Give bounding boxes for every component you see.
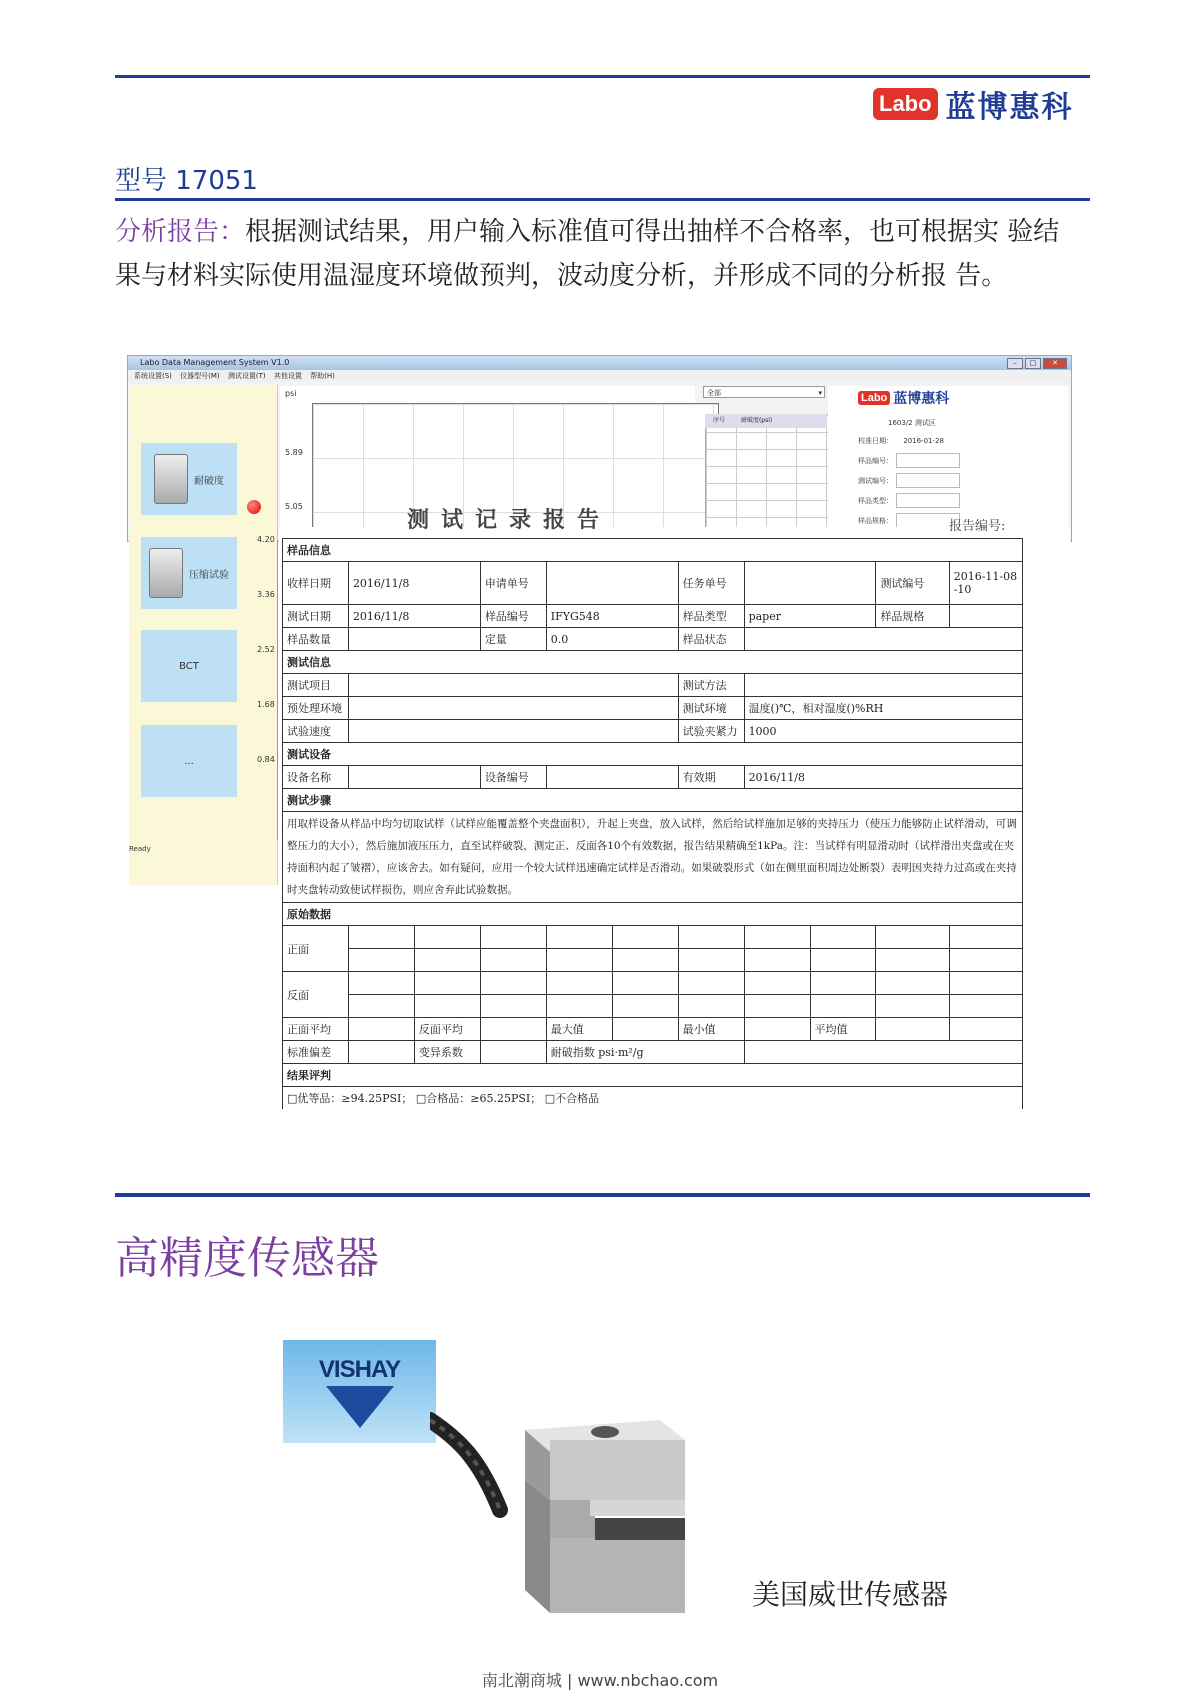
test-env-value: 温度()℃，相对湿度()%RH	[744, 697, 1022, 720]
instrument-sidebar	[129, 385, 278, 885]
filter-dropdown[interactable]	[703, 386, 825, 398]
calib-date	[858, 436, 978, 446]
section-equipment: 测试设备	[283, 743, 1023, 766]
intro-label: 分析报告：	[115, 217, 246, 247]
test-no-input[interactable]	[896, 473, 960, 488]
y-unit: psi	[285, 389, 297, 398]
filter-dropdown-value: 全部	[707, 389, 721, 397]
task-no-value	[744, 562, 876, 605]
menu-bar	[128, 370, 1071, 382]
field-sample-spec: 样品规格：	[858, 517, 893, 525]
menu-system[interactable]: 系统设置(S)	[134, 372, 172, 380]
field-sample-type: 样品类型：	[858, 497, 893, 505]
org-label: 1603/2 测试区	[888, 419, 936, 427]
task-no-label: 任务单号	[678, 562, 744, 605]
software-screenshot	[127, 355, 1070, 1185]
sample-spec-label: 样品规格	[876, 605, 949, 628]
sidebar-bct-button[interactable]	[141, 630, 237, 702]
burst-tester-icon	[154, 454, 188, 504]
section-result: 结果评判	[283, 1064, 1023, 1087]
valid-label: 有效期	[678, 766, 744, 789]
top-rule	[115, 75, 1090, 78]
sidebar-bct-label: BCT	[179, 660, 199, 672]
clamp-value: 1000	[744, 720, 1022, 743]
sample-no-input[interactable]	[896, 453, 960, 468]
equip-no-value	[546, 766, 678, 789]
cv-label: 变异系数	[414, 1041, 480, 1064]
sidebar-burst-label: 耐破度	[194, 475, 224, 487]
menu-instrument[interactable]: 仪器型号(M)	[180, 372, 220, 380]
info-panel	[828, 386, 1068, 541]
menu-help[interactable]: 帮助(H)	[310, 372, 335, 380]
maximize-icon[interactable]: □	[1025, 358, 1041, 369]
back-avg-label: 反面平均	[414, 1018, 480, 1041]
logo-badge: Labo	[873, 88, 938, 120]
sample-state-value	[744, 628, 1022, 651]
vishay-logo	[283, 1340, 436, 1443]
test-item-value	[348, 674, 678, 697]
receive-date-value: 2016/11/8	[348, 562, 480, 605]
y-tick: 5.05	[285, 502, 303, 511]
report-number-label: 报告编号:	[949, 519, 1006, 534]
window-title: Labo Data Management System V1.0	[140, 358, 290, 367]
std-label: 标准偏差	[283, 1041, 349, 1064]
y-axis-line	[277, 540, 278, 840]
panel-logo-badge: Labo	[858, 391, 890, 405]
intro-text: 根据测试结果，用户输入标准值可得出抽样不合格率，也可根据实 验结果与材料实际使用温湿度环境做预判，波动度分析，并形成不同的分析报 告。	[115, 217, 1060, 291]
close-icon[interactable]: ✕	[1043, 358, 1067, 369]
field-sample-no: 样品编号：	[858, 457, 893, 465]
test-method-label: 测试方法	[678, 674, 744, 697]
test-speed-value	[348, 720, 678, 743]
test-method-value	[744, 674, 1022, 697]
y-tick: 1.68	[257, 700, 275, 709]
section-test: 测试信息	[283, 651, 1023, 674]
apply-no-label: 申请单号	[480, 562, 546, 605]
sample-qty-label: 样品数量	[283, 628, 349, 651]
sample-spec-value	[949, 605, 1022, 628]
sidebar-more-button[interactable]	[141, 725, 237, 797]
calib-date-value: 2016-01-28	[903, 437, 944, 445]
section-rule	[115, 1193, 1090, 1197]
header-logo	[873, 84, 1074, 124]
sidebar-compression-button[interactable]	[141, 537, 237, 609]
receive-date-label: 收样日期	[283, 562, 349, 605]
sample-type-input[interactable]	[896, 493, 960, 508]
section2-title: 高精度传感器	[115, 1233, 379, 1284]
chevron-down-icon: ▾	[818, 389, 822, 397]
quant-value: 0.0	[546, 628, 678, 651]
equip-name-value	[348, 766, 480, 789]
sample-state-label: 样品状态	[678, 628, 744, 651]
sidebar-more-label: ...	[184, 755, 194, 767]
test-env-label: 测试环境	[678, 697, 744, 720]
section-raw: 原始数据	[283, 903, 1023, 926]
results-grid-header	[705, 414, 827, 428]
col-burst: 耐破度(psi)	[740, 417, 773, 424]
test-no-value: 2016-11-08-10	[949, 562, 1022, 605]
status-led-icon	[247, 500, 261, 514]
back-label: 反面	[283, 972, 349, 1018]
y-tick: 4.20	[257, 535, 275, 544]
window-titlebar	[128, 356, 1071, 370]
sensor-caption: 美国威世传感器	[752, 1578, 949, 1611]
valid-value: 2016/11/8	[744, 766, 1022, 789]
menu-other[interactable]: 其他设置	[273, 372, 302, 380]
y-tick: 3.36	[257, 590, 275, 599]
sample-no-label: 样品编号	[480, 605, 546, 628]
section-sample: 样品信息	[283, 539, 1023, 562]
sidebar-burst-button[interactable]	[141, 443, 237, 515]
sidebar-compression-label: 压缩试验	[189, 569, 229, 581]
equip-name-label: 设备名称	[283, 766, 349, 789]
pretreat-label: 预处理环境	[283, 697, 349, 720]
intro-paragraph	[115, 210, 1075, 298]
equip-no-label: 设备编号	[480, 766, 546, 789]
load-cell-image	[430, 1400, 710, 1630]
field-test-no: 测试编号：	[858, 477, 893, 485]
apply-no-value	[546, 562, 678, 605]
report-title: 测试记录报告	[407, 507, 612, 533]
sample-no-value: IFYG548	[546, 605, 678, 628]
menu-test-settings[interactable]: 测试设置(T)	[227, 372, 266, 380]
logo-name: 蓝博惠科	[945, 90, 1074, 125]
sample-type-value: paper	[744, 605, 876, 628]
test-date-value: 2016/11/8	[348, 605, 480, 628]
y-tick: 5.89	[285, 448, 303, 457]
min-label: 最小值	[678, 1018, 744, 1041]
minimize-icon[interactable]: –	[1007, 358, 1023, 369]
y-tick: 0.84	[257, 755, 275, 764]
y-tick: 2.52	[257, 645, 275, 654]
model-rule	[115, 198, 1090, 201]
avg-label: 平均值	[810, 1018, 876, 1041]
vishay-logo-text: VISHAY	[318, 1355, 401, 1383]
max-label: 最大值	[546, 1018, 612, 1041]
pretreat-value	[348, 697, 678, 720]
section-steps: 测试步骤	[283, 789, 1023, 812]
test-item-label: 测试项目	[283, 674, 349, 697]
quant-label: 定量	[480, 628, 546, 651]
clamp-label: 试验夹紧力	[678, 720, 744, 743]
steps-text: 用取样设备从样品中均匀切取试样（试样应能覆盖整个夹盘面积），升起上夹盘，放入试样，然后给试样施加足够的夹持压力（使压力能够防止试样滑动，可调整压力的大小），然后施加液压压力，直至试样破裂，测定正、反面各10个有效数据，报告结果精确至1kPa。注：当试样有明显滑动时（试样滑出夹盘或在夹持面积内起了皱褶），应该舍去。如有疑问，应用一个较大试样迅速确定试样是否滑动。如果破裂形式（如在侧里面积周边处断裂）表明因夹持力过高或在夹持时夹盘转动致使试样损伤，则应舍弃此试验数据。	[283, 812, 1023, 903]
test-no-label: 测试编号	[876, 562, 949, 605]
sample-type-label: 样品类型	[678, 605, 744, 628]
result-options: □优等品：≥94.25PSI； □合格品：≥65.25PSI； □不合格品	[283, 1087, 1023, 1110]
panel-logo	[858, 388, 949, 408]
footer: 南北潮商城 | www.nbchao.com	[481, 1671, 719, 1690]
status-bar: Ready	[129, 845, 151, 853]
results-grid[interactable]	[705, 414, 829, 542]
burst-index-label: 耐破指数 psi·m²/g	[546, 1041, 744, 1064]
window-controls	[1007, 358, 1067, 369]
panel-logo-name: 蓝博惠科	[893, 391, 950, 407]
front-avg-label: 正面平均	[283, 1018, 349, 1041]
model-line: 型号 17051	[115, 166, 258, 196]
compression-tester-icon	[149, 548, 183, 598]
test-date-label: 测试日期	[283, 605, 349, 628]
calib-date-label: 校准日期：	[858, 437, 893, 445]
test-speed-label: 试验速度	[283, 720, 349, 743]
report-table	[282, 538, 1023, 1109]
front-label: 正面	[283, 926, 349, 972]
vishay-triangle-icon	[326, 1386, 394, 1428]
sample-qty-value	[348, 628, 480, 651]
col-index: 序号	[713, 417, 726, 424]
